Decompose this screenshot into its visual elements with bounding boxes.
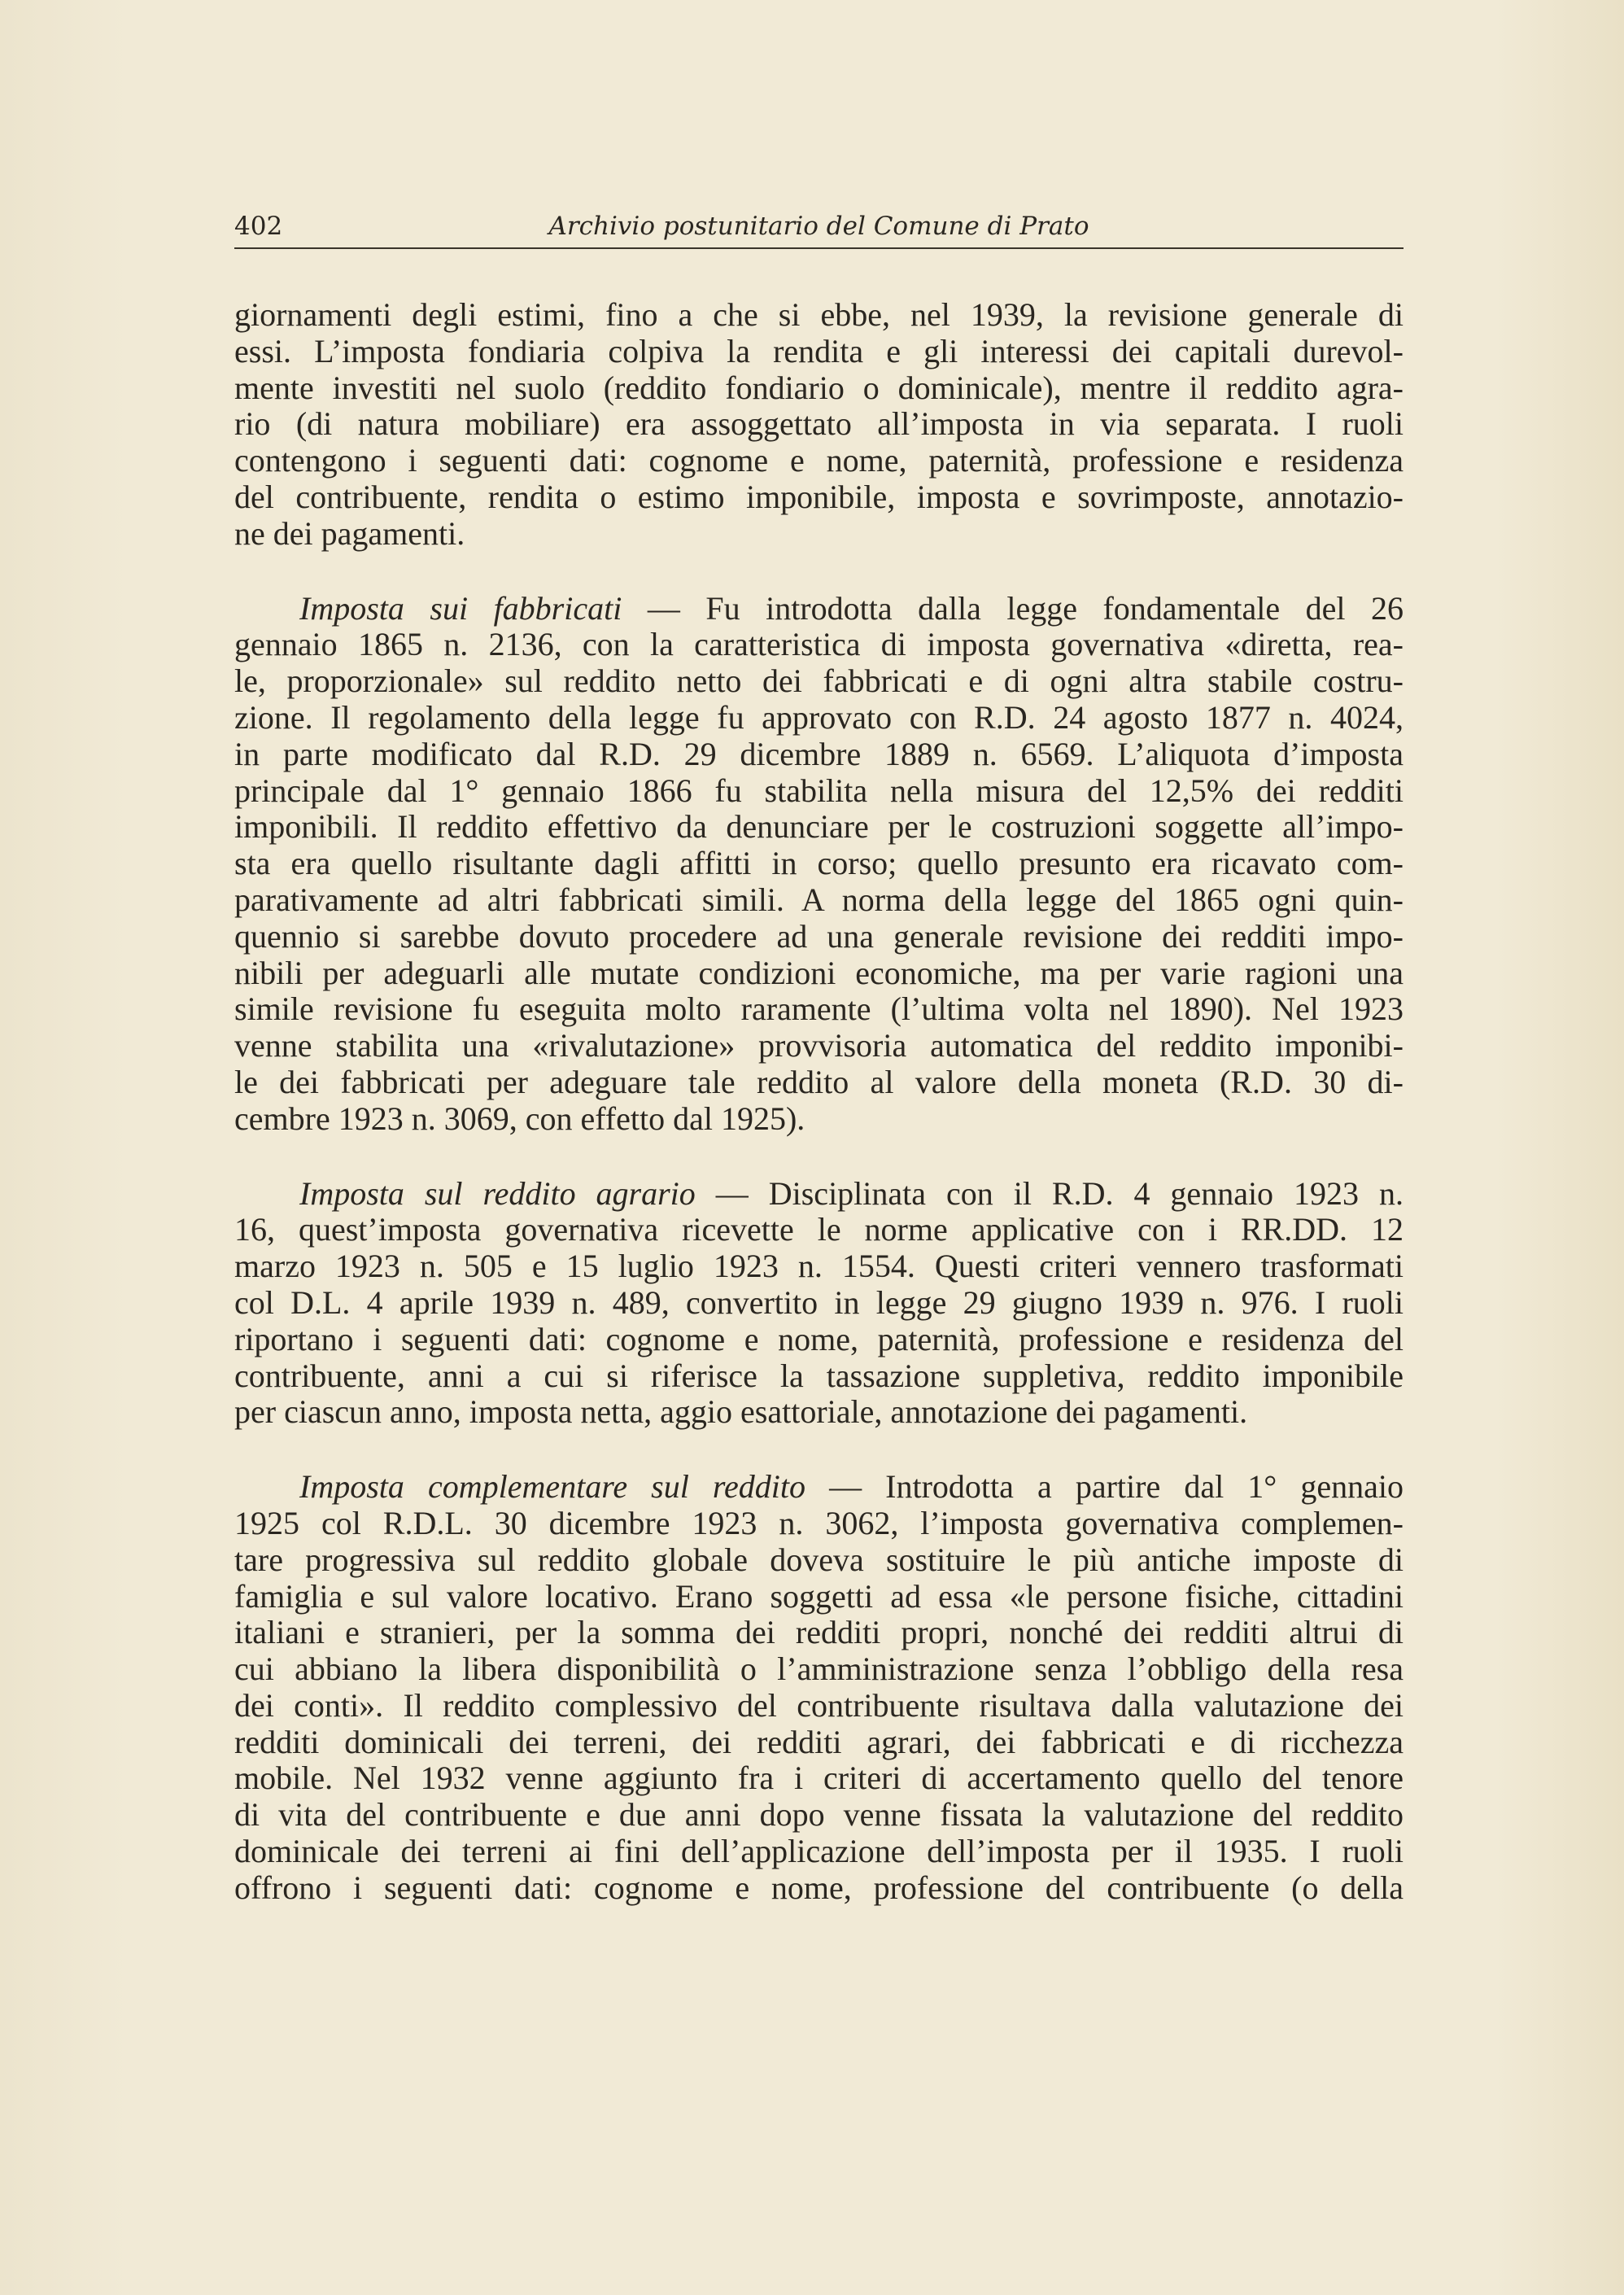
text-line: 1925 col R.D.L. 30 dicembre 1923 n. 3062, l’imposta governativa complemen- (234, 1504, 1404, 1541)
heading-continuation: — Fu introdotta dalla legge fondamentale del 26 (622, 589, 1404, 627)
text-line: di vita del contribuente e due anni dopo venne fissata la valutazione del reddito (234, 1796, 1404, 1834)
paragraph-imposta-fabbricati (234, 591, 1404, 1138)
text-line: le, proporzionale» sul reddito netto dei fabbricati e di ogni altra stabile costru- (234, 662, 1404, 700)
section-heading: Imposta sui fabbricati (299, 589, 622, 627)
text-line: riportano i seguenti dati: cognome e nome, paternità, professione e residenza del (234, 1320, 1404, 1357)
text-line: famiglia e sul valore locativo. Erano soggetti ad essa «le persone fisiche, cittadini (234, 1577, 1404, 1615)
text-line: giornamenti degli estimi, fino a che si ebbe, nel 1939, la revisione generale di (234, 296, 1404, 333)
text-line: offrono i seguenti dati: cognome e nome, professione del contribuente (o della (234, 1869, 1404, 1906)
paragraph-imposta-reddito-agrario (234, 1176, 1404, 1432)
running-header (234, 210, 1404, 249)
text-line: simile revisione fu eseguita molto raramente (l’ultima volta nel 1890). Nel 1923 (234, 990, 1404, 1028)
section-heading: Imposta complementare sul reddito (299, 1468, 805, 1506)
running-title: Archivio postunitario del Comune di Prato (548, 212, 1089, 241)
text-line: imponibili. Il reddito effettivo da denunciare per le costruzioni soggette all’impo- (234, 808, 1404, 846)
text-line: ne dei pagamenti. (234, 514, 465, 552)
text-line: nibili per adeguarli alle mutate condizioni economiche, ma per varie ragioni una (234, 954, 1404, 991)
heading-continuation: — Introdotta a partire dal 1° gennaio (805, 1468, 1404, 1506)
text-line (234, 591, 1404, 627)
text-line: zione. Il regolamento della legge fu approvato con R.D. 24 agosto 1877 n. 4024, (234, 698, 1404, 736)
text-line: quennio si sarebbe dovuto procedere ad una generale revisione dei redditi impo- (234, 917, 1404, 955)
text-line: tare progressiva sul reddito globale doveva sostituire le più antiche imposte di (234, 1541, 1404, 1578)
text-line: 16, quest’imposta governativa ricevette le norme applicative con i RR.DD. 12 (234, 1211, 1404, 1248)
text-line: contengono i seguenti dati: cognome e nome, paternità, professione e residenza (234, 442, 1404, 479)
text-line: per ciascun anno, imposta netta, aggio esattoriale, annotazione dei pagamenti. (234, 1393, 1248, 1431)
text-line: col D.L. 4 aprile 1939 n. 489, convertito in legge 29 giugno 1939 n. 976. I ruoli (234, 1283, 1404, 1321)
text-line (234, 1469, 1404, 1506)
text-line: marzo 1923 n. 505 e 15 luglio 1923 n. 1554. Questi criteri vennero trasformati (234, 1248, 1404, 1285)
text-line: in parte modificato dal R.D. 29 dicembre 1889 n. 6569. L’aliquota d’imposta (234, 735, 1404, 772)
body-text (234, 297, 1404, 1907)
text-line: le dei fabbricati per adeguare tale reddito al valore della moneta (R.D. 30 di- (234, 1063, 1404, 1100)
text-line: cui abbiano la libera disponibilità o l’amministrazione senza l’obbligo della resa (234, 1650, 1404, 1688)
text-line: del contribuente, rendita o estimo imponibile, imposta e sovrimposte, annotazio- (234, 478, 1404, 515)
text-line: cembre 1923 n. 3069, con effetto dal 1925). (234, 1099, 805, 1137)
text-line: essi. L’imposta fondiaria colpiva la rendita e gli interessi dei capitali durevol- (234, 332, 1404, 369)
page-number: 402 (234, 212, 283, 241)
heading-continuation: — Disciplinata con il R.D. 4 gennaio 1923 n. (695, 1174, 1404, 1212)
text-line: italiani e stranieri, per la somma dei redditi propri, nonché dei redditi altrui di (234, 1614, 1404, 1651)
paragraph-estimi (234, 297, 1404, 553)
text-line (234, 1176, 1404, 1213)
text-line: mente investiti nel suolo (reddito fondiario o dominicale), mentre il reddito agra- (234, 369, 1404, 406)
section-heading: Imposta sul reddito agrario (299, 1174, 696, 1212)
paragraph-imposta-complementare (234, 1469, 1404, 1907)
text-line: mobile. Nel 1932 venne aggiunto fra i criteri di accertamento quello del tenore (234, 1760, 1404, 1797)
text-line: parativamente ad altri fabbricati simili. A norma della legge del 1865 ogni quin- (234, 881, 1404, 918)
text-line: redditi dominicali dei terreni, dei redditi agrari, dei fabbricati e di ricchezza (234, 1723, 1404, 1760)
text-line: sta era quello risultante dagli affitti in corso; quello presunto era ricavato com- (234, 845, 1404, 882)
text-line: contribuente, anni a cui si riferisce la tassazione suppletiva, reddito imponibile (234, 1357, 1404, 1394)
text-line: rio (di natura mobiliare) era assoggettato all’imposta in via separata. I ruoli (234, 405, 1404, 443)
text-line: gennaio 1865 n. 2136, con la caratteristica di imposta governativa «diretta, rea- (234, 626, 1404, 663)
text-line: dominicale dei terreni ai fini dell’applicazione dell’imposta per il 1935. I ruoli (234, 1833, 1404, 1870)
text-line: principale dal 1° gennaio 1866 fu stabilita nella misura del 12,5% dei redditi (234, 772, 1404, 809)
text-line: dei conti». Il reddito complessivo del contribuente risultava dalla valutazione dei (234, 1686, 1404, 1724)
text-line: venne stabilita una «rivalutazione» provvisoria automatica del reddito imponibi- (234, 1027, 1404, 1064)
